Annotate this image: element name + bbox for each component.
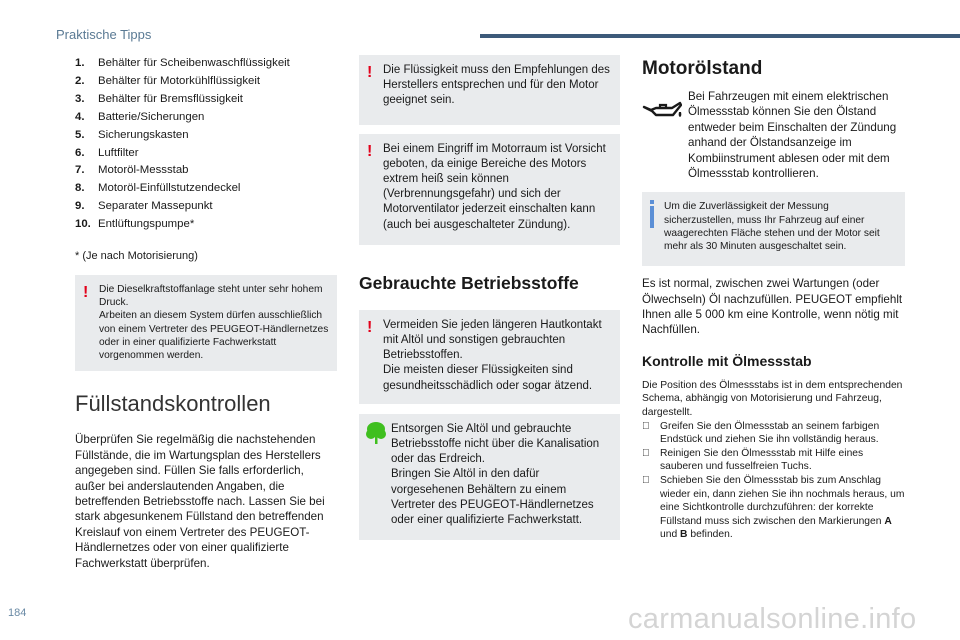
footnote: * (Je nach Motorisierung) [75,250,198,263]
list-item [642,474,905,542]
section-title-betriebsstoffe: Gebrauchte Betriebsstoffe [359,272,579,293]
list-item [75,180,337,198]
list-item [75,109,337,127]
item-label: Sicherungskasten [98,128,189,141]
eco-box-disposal [359,414,620,540]
list-item [75,198,337,216]
list-item [642,420,905,447]
item-number: 3. [75,92,85,105]
step-bullet-icon [642,420,650,434]
item-label: Separater Massepunkt [98,200,213,213]
section-paragraph: Überprüfen Sie regelmäßig die nachstehenden Füllstände, die im Wartungsplan des Herstellers angegeben sind. Füllen Sie falls erforderlich, außer bei anderslautenden Angaben, die betreffenden Betriebsstoffe nach. Lassen Sie bei stark abgesunkenem Füllstand den betreffenden Kreislauf von einem Vertreter des PEUGEOT-Händlernetzes oder von einer qualifizierte Fachwerkstatt überprüfen. [75,433,325,570]
item-number: 9. [75,200,85,213]
warning-text: Die Flüssigkeit muss den Empfehlungen des Herstellers entsprechen und für den Motor geeignet sein. [383,64,610,107]
item-label: Behälter für Motorkühlflüssigkeit [98,74,261,87]
item-number: 8. [75,182,85,195]
list-item [75,91,337,109]
step-bullet-icon [642,447,650,461]
list-item [75,216,337,234]
step-text: Reinigen Sie den Ölmessstab mit Hilfe eines sauberen und fusselfreien Tuchs. [660,447,864,473]
marker-a: A [884,515,892,527]
info-text: Um die Zuverlässigkeit der Messung sicherzustellen, muss Ihr Fahrzeug auf einer waagerechten Fläche stehen und der Motor seit mehr als 30 Minuten ausgeschaltet sein. [664,201,880,253]
item-number: 7. [75,164,85,177]
oil-intro-text: Bei Fahrzeugen mit einem elektrischen Ölmessstab können Sie den Ölstand entweder beim Einschalten der Zündung anhand der Ölstandsanzeige im Kombiinstrument ablesen oder mit dem Ölmessstab kontrollieren. [688,90,897,181]
item-label: Motoröl-Messstab [98,164,189,177]
dipstick-steps [642,420,905,542]
list-item [642,447,905,474]
step-text-end: befinden. [687,529,733,541]
page-number: 184 [8,607,27,619]
oil-can-icon [642,101,682,128]
eco-text-1: Entsorgen Sie Altöl und gebrauchte Betriebsstoffe nicht über die Kanalisation oder das Erdreich. [391,422,600,466]
warning-text-1: Vermeiden Sie jeden längeren Hautkontakt mit Altöl und sonstigen gebrauchten Betriebsstoffen. [383,318,602,362]
warning-icon: ! [367,142,373,160]
item-label: Motoröl-Einfüllstutzendeckel [98,182,241,195]
step-bullet-icon [642,474,650,488]
section-title-fuellstand: Füllstandskontrollen [75,391,271,417]
warning-text-1: Die Dieselkraftstoffanlage steht unter sehr hohem Druck. [99,284,323,309]
info-icon [650,206,654,228]
oil-intro-block [642,89,905,181]
item-number: 10. [75,218,91,231]
oil-refill-paragraph: Es ist normal, zwischen zwei Wartungen (oder Ölwechseln) Öl nachzufüllen. PEUGEOT empfiehlt Ihnen alle 5 000 km eine Kontrolle, wenn nötig mit Nachfüllen. [642,277,903,337]
item-number: 2. [75,74,85,87]
warning-icon: ! [367,64,373,81]
warning-text: Bei einem Eingriff im Motorraum ist Vorsicht geboten, da einige Bereiche des Motors extrem heiß sein können (Verbrennungsgefahr) und sich der Motorventilator jederzeit einschalten kann (auch bei ausgeschalteter Zündung). [383,142,606,231]
warning-icon: ! [83,284,89,302]
item-label: Luftfilter [98,146,139,159]
item-number: 5. [75,128,85,141]
warning-box-fluid [359,55,620,125]
dipstick-intro: Die Position des Ölmessstabs ist in dem entsprechenden Schema, abhängig von Motorisierung und Fahrzeug, dargestellt. [642,379,903,419]
engine-parts-list [75,55,337,234]
section-title-motoroelstand: Motorölstand [642,58,763,79]
warning-text-2: Arbeiten an diesem System dürfen ausschließlich von einem Vertreter des PEUGEOT-Händlernetzes oder in einer qualifizierte Fachwerkstatt vorgenommen werden. [99,310,329,362]
watermark: carmanualsonline.info [628,603,917,635]
marker-b: B [680,529,688,541]
list-item [75,145,337,163]
warning-box-diesel [75,275,337,371]
list-item [75,162,337,180]
subsection-title-oelmessstab: Kontrolle mit Ölmessstab [642,352,812,369]
column-middle [359,55,620,540]
item-label: Entlüftungspumpe* [98,218,195,231]
recycling-leaf-icon [365,421,387,450]
step-text: Greifen Sie den Ölmessstab an seinem farbigen Endstück und ziehen Sie ihn vollständig heraus. [660,420,880,446]
warning-box-skin-contact [359,310,620,404]
step-text-and: und [660,529,681,541]
warning-box-hot-engine [359,134,620,245]
section-header: Praktische Tipps [56,27,152,42]
step-text: Schieben Sie den Ölmessstab bis zum Anschlag wieder ein, dann ziehen Sie ihn nochmals heraus, um eine Sichtkontrolle durchzuführen: der korrekte Füllstand muss sich zwischen den Markierungen [660,475,905,527]
info-box-measurement [642,192,905,266]
header-rule [480,34,960,38]
list-item [75,127,337,145]
warning-text-2: Die meisten dieser Flüssigkeiten sind gesundheitsschädlich oder sogar ätzend. [383,364,593,392]
item-number: 4. [75,110,85,123]
column-left [75,55,337,571]
list-item [75,55,337,73]
item-number: 1. [75,57,85,69]
eco-text-2: Bringen Sie Altöl in den dafür vorgesehenen Behältern zu einem Vertreter des PEUGEOT-Händlernetzes oder einer qualifizierte Fachwerkstatt. [391,468,594,527]
column-right [642,55,905,542]
item-number: 6. [75,146,85,159]
list-item [75,73,337,91]
warning-icon: ! [367,318,373,336]
item-label: Batterie/Sicherungen [98,110,205,123]
item-label: Behälter für Scheibenwaschflüssigkeit [98,57,290,69]
item-label: Behälter für Bremsflüssigkeit [98,92,243,105]
